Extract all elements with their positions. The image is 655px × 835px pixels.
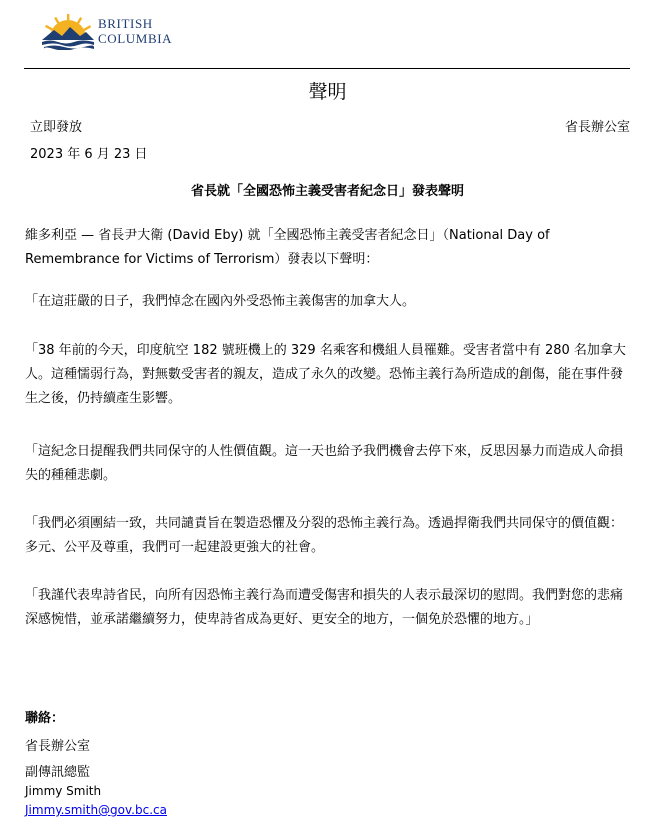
page-title: 聲明 [308, 81, 347, 103]
issuing-office: 省長辦公室 [564, 120, 630, 135]
contact-office: 省長辦公室 [25, 739, 91, 754]
paragraph-intro: 維多利亞 — 省長尹大衛 (David Eby) 就「全國恐怖主義受害者紀念日」（National Day of Remembrance for Victims of Terrorism）發表以下聲明： [25, 228, 550, 267]
statement-headline: 省長就「全國恐怖主義受害者紀念日」發表聲明 [190, 184, 464, 199]
paragraph-3: 「這紀念日提醒我們共同保守的人性價值觀。這一天也給予我們機會去停下來，反思因暴力而造成人命損失的種種悲劇。 [25, 444, 624, 483]
header-divider [24, 68, 630, 69]
logo-wordmark [98, 16, 172, 46]
paragraph-2: 「38 年前的今天，印度航空 182 號班機上的 329 名乘客和機組人員罹難。受害者當中有 280 名加拿大人。這種懦弱行為，對無數受害者的親友，造成了永久的改變。恐怖主義行為所造成的創傷，能在事件發生之後，仍持續產生影響。 [25, 343, 626, 406]
contact-label: 聯絡： [25, 711, 65, 726]
logo-line-2: COLUMBIA [98, 31, 173, 46]
paragraph-5: 「我謹代表卑詩省民，向所有因恐怖主義行為而遭受傷害和損失的人表示最深切的慰問。我們對您的悲痛深感惋惜，並承諾繼續努力，使卑詩省成為更好、更安全的地方，一個免於恐懼的地方。」 [25, 588, 624, 627]
release-status: 立即發放 [30, 120, 83, 135]
paragraph-4: 「我們必須團結一致，共同譴責旨在製造恐懼及分裂的恐怖主義行為。透過捍衛我們共同保守的價值觀：多元、公平及尊重，我們可一起建設更強大的社會。 [25, 516, 624, 555]
contact-role: 副傳訊總監 [25, 765, 91, 780]
bc-logo [40, 12, 185, 52]
paragraph-1: 「在這莊嚴的日子，我們悼念在國內外受恐怖主義傷害的加拿大人。 [25, 294, 416, 309]
sun-mountains-logo-icon [40, 12, 96, 50]
contact-email-link[interactable]: Jimmy.smith@gov.bc.ca [25, 803, 167, 817]
logo-line-1: BRITISH [98, 16, 153, 31]
contact-name: Jimmy Smith [25, 784, 102, 798]
release-date: 2023 年 6 月 23 日 [30, 147, 148, 162]
